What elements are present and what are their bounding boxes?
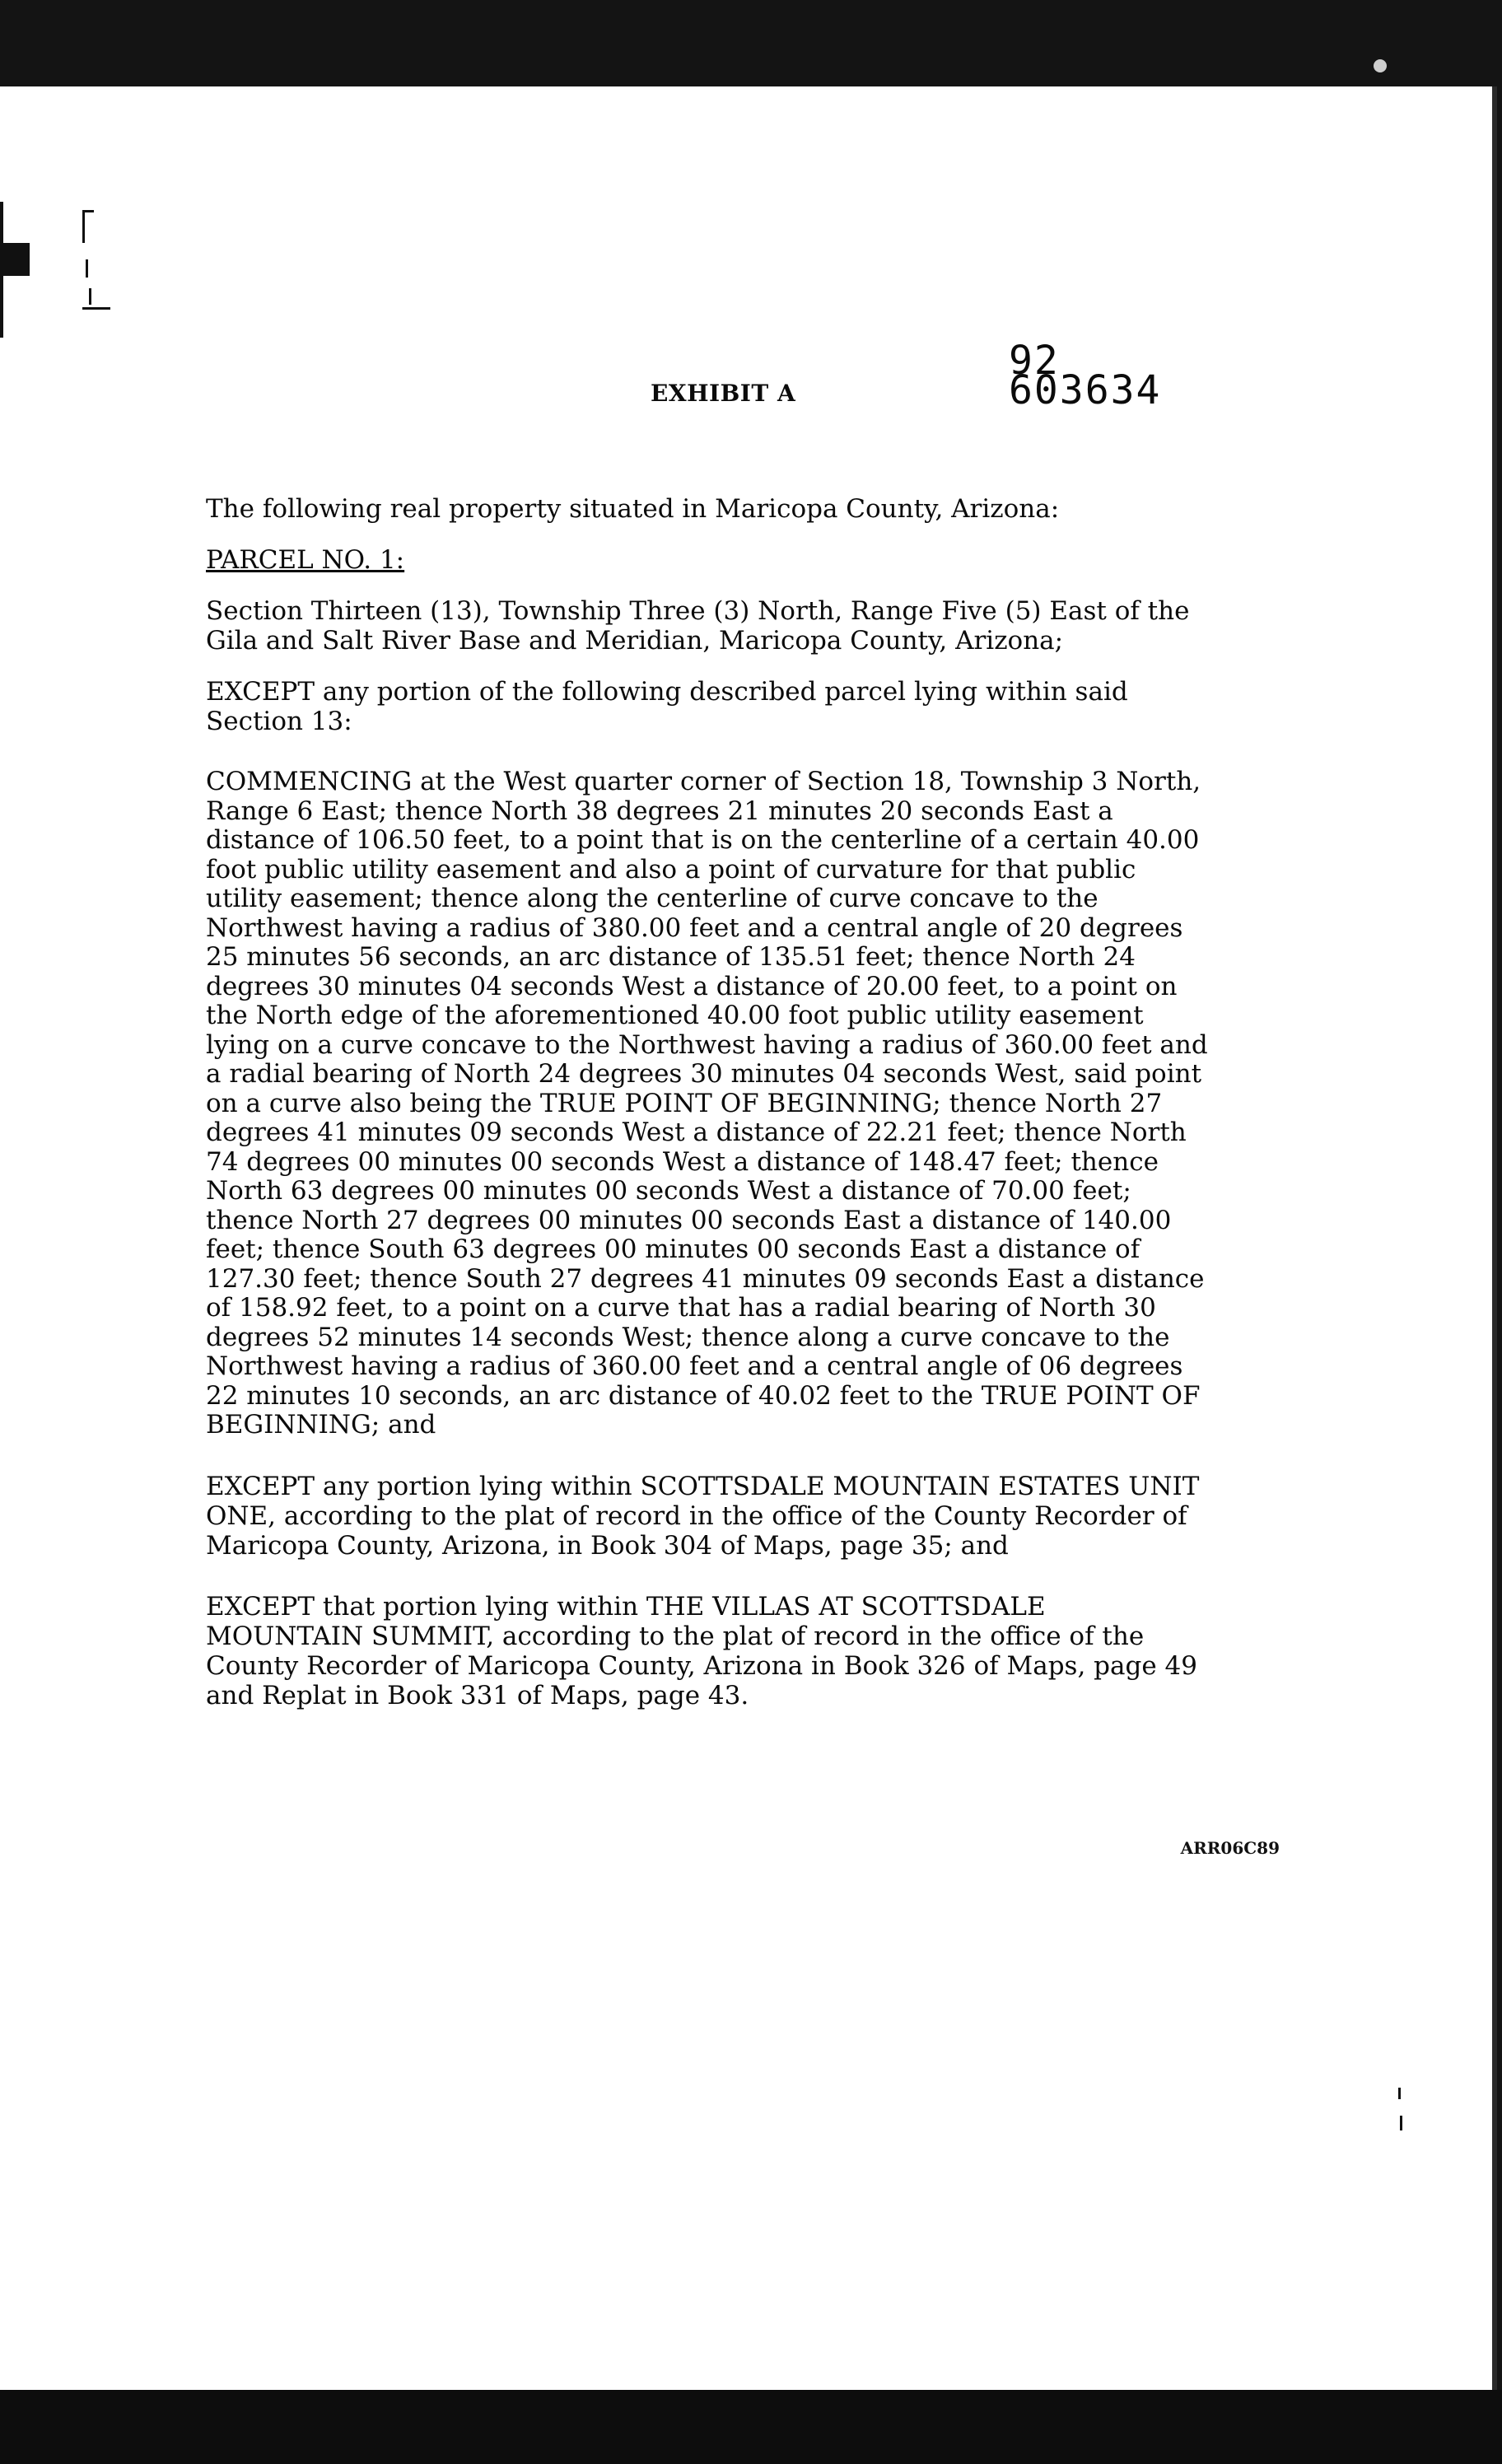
scan-artifact: [1398, 2088, 1401, 2099]
scan-artifact: [1374, 59, 1387, 72]
binding-marks: [0, 202, 132, 342]
scan-bottom-edge: [0, 2390, 1502, 2464]
reference-code: ARR06C89: [1180, 1838, 1280, 1858]
intro-text: The following real property situated in Maricopa County, Arizona:: [206, 494, 1060, 524]
document-header: [206, 338, 1210, 420]
legal-description-paragraph: COMMENCING at the West quarter corner of Section 18, Township 3 North, Range 6 East; thence North 38 degrees 21 minutes 20 seconds East a distance of 106.50 feet, to a point that is on the centerline of a certain 40.00 foot public utility easement and also a point of curvature for that public utility easement; thence along the centerline of curve concave to the Northwest having a radius of 380.00 feet and a central angle of 20 degrees 25 minutes 56 seconds, an arc distance of 135.51 feet; thence North 24 degrees 30 minutes 04 seconds West a distance of 20.00 feet, to a point on the North edge of the aforementioned 40.00 foot public utility easement lying on a curve concave to the Northwest having a radius of 360.00 feet and a radial bearing of North 24 degrees 30 minutes 04 seconds West, said point on a curve also being the TRUE POINT OF BEGINNING; thence North 27 degrees 41 minutes 09 seconds West a distance of 22.21 feet; thence North 74 degrees 00 minutes 00 seconds West a distance of 148.47 feet; thence North 63 degrees 00 minutes 00 seconds West a distance of 70.00 feet; thence North 27 degrees 00 minutes 00 seconds East a distance of 140.00 feet; thence South 63 degrees 00 minutes 00 seconds East a distance of 127.30 feet; thence South 27 degrees 41 minutes 09 seconds East a distance of 158.92 feet, to a point on a curve that has a radial bearing of North 30 degrees 52 minutes 14 seconds West; thence along a curve concave to the Northwest having a radius of 360.00 feet and a central angle of 06 degrees 22 minutes 10 seconds, an arc distance of 40.02 feet to the TRUE POINT OF BEGINNING; and: [206, 767, 1208, 1440]
exhibit-title: EXHIBIT A: [651, 380, 796, 407]
legal-description-paragraph: EXCEPT any portion of the following described parcel lying within said Section 13:: [206, 677, 1128, 736]
parcel-label: PARCEL NO. 1:: [206, 545, 405, 575]
legal-description-paragraph: EXCEPT that portion lying within THE VILLAS AT SCOTTSDALE MOUNTAIN SUMMIT, according to the plat of record in the office of the County Recorder of Maricopa County, Arizona in Book 326 of Maps, page 49 and Replat in Book 331 of Maps, page 43.: [206, 1591, 1197, 1710]
document-body: [206, 338, 1210, 1710]
document-number: 92 603634: [1009, 338, 1162, 413]
scan-artifact: [1400, 2116, 1402, 2130]
legal-description-paragraph: Section Thirteen (13), Township Three (3) North, Range Five (5) East of the Gila and Salt River Base and Meridian, Maricopa County, Arizona;: [206, 596, 1190, 656]
legal-description-paragraph: EXCEPT any portion lying within SCOTTSDALE MOUNTAIN ESTATES UNIT ONE, according to the plat of record in the office of the County Recorder of Maricopa County, Arizona, in Book 304 of Maps, page 35; and: [206, 1471, 1200, 1561]
